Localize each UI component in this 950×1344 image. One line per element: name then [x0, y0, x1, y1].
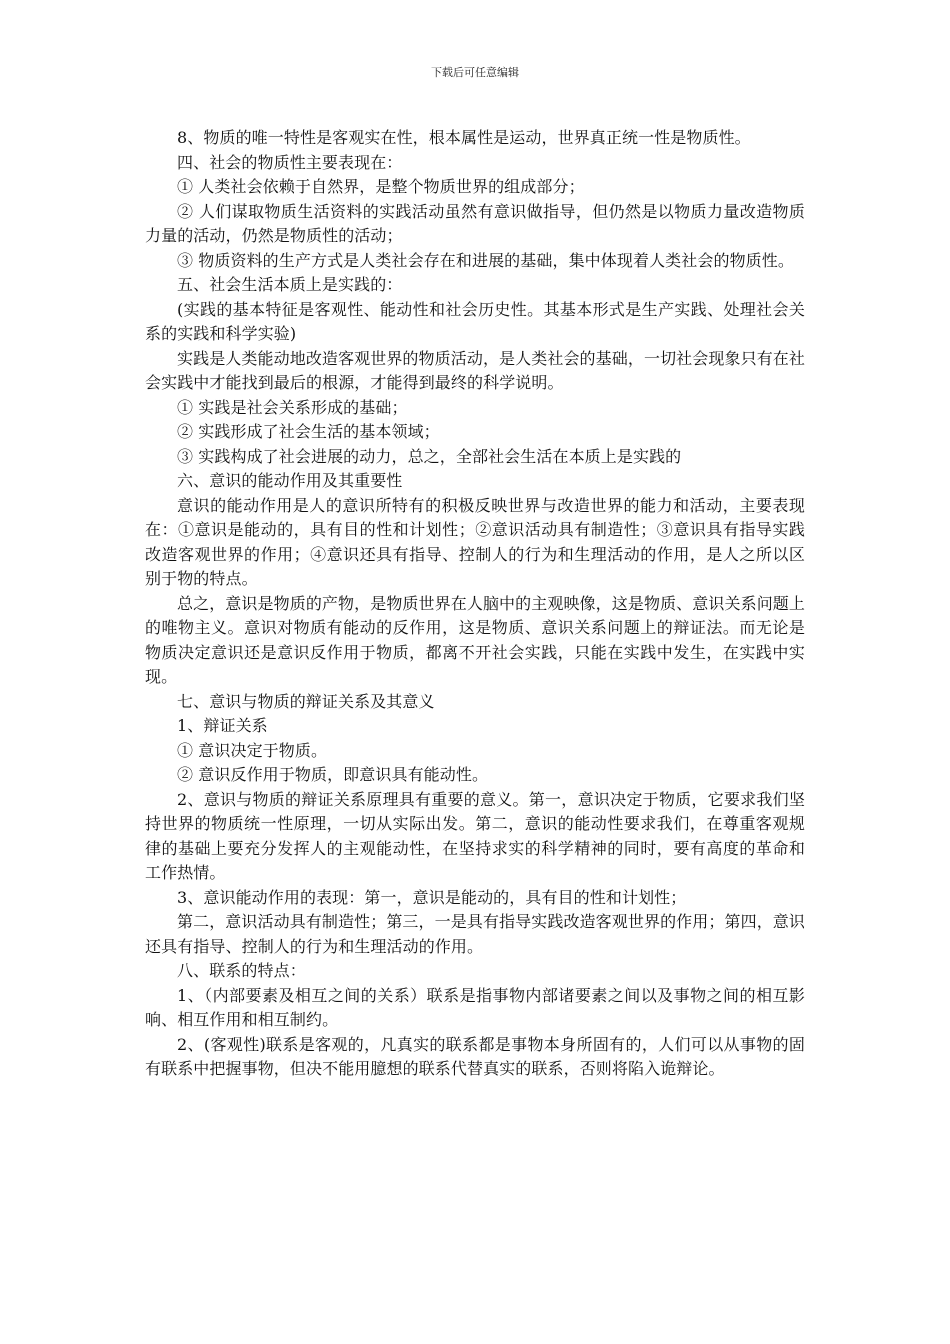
paragraph: 2、意识与物质的辩证关系原理具有重要的意义。第一，意识决定于物质，它要求我们坚持世界的物质统一性原理，一切从实际出发。第二，意识的能动性要求我们，在尊重客观规律的基础上要充分发挥人的主观能动性，在坚持求实的科学精神的同时，要有高度的革命和工作热情。	[145, 789, 805, 882]
paragraph: 六、意识的能动作用及其重要性	[177, 471, 403, 490]
paragraph: 8、物质的唯一特性是客观实在性，根本属性是运动，世界真正统一性是物质性。	[177, 128, 751, 147]
paragraph: 1、（内部要素及相互之间的关系）联系是指事物内部诸要素之间以及事物之间的相互影响、相互作用和相互制约。	[145, 985, 805, 1029]
paragraph: 第二，意识活动具有制造性；第三，一是具有指导实践改造客观世界的作用；第四，意识还具有指导、控制人的行为和生理活动的作用。	[145, 912, 805, 956]
paragraph: ③ 物质资料的生产方式是人类社会存在和进展的基础，集中体现着人类社会的物质性。	[177, 250, 794, 270]
paragraph: ② 意识反作用于物质，即意识具有能动性。	[177, 765, 489, 784]
document-body	[145, 126, 805, 1082]
paragraph: 实践是人类能动地改造客观世界的物质活动，是人类社会的基础，一切社会现象只有在社会实践中才能找到最后的根源，才能得到最终的科学说明。	[145, 348, 805, 392]
paragraph: ③ 实践构成了社会进展的动力，总之，全部社会生活在本质上是实践的	[177, 446, 682, 466]
paragraph: 总之，意识是物质的产物，是物质世界在人脑中的主观映像，这是物质、意识关系问题上的唯物主义。意识对物质有能动的反作用，这是物质、意识关系问题上的辩证法。而无论是物质决定意识还是意识反作用于物质，都离不开社会实践，只能在实践中发生，在实践中实现。	[145, 593, 805, 686]
paragraph: 七、意识与物质的辩证关系及其意义	[177, 691, 435, 711]
paragraph: 意识的能动作用是人的意识所特有的积极反映世界与改造世界的能力和活动，主要表现在：①意识是能动的，具有目的性和计划性；②意识活动具有制造性；③意识具有指导实践改造客观世界的作用；④意识还具有指导、控制人的行为和生理活动的作用，是人之所以区别于物的特点。	[145, 495, 805, 588]
page-header: 下载后可任意编辑	[431, 66, 519, 79]
paragraph: ① 实践是社会关系形成的基础；	[177, 397, 408, 417]
paragraph: 1、辩证关系	[177, 716, 268, 735]
paragraph: 八、联系的特点：	[177, 961, 306, 980]
paragraph: 五、社会生活本质上是实践的：	[177, 275, 403, 294]
paragraph: 四、社会的物质性主要表现在：	[177, 152, 403, 172]
paragraph: ① 人类社会依赖于自然界，是整个物质世界的组成部分；	[177, 177, 585, 196]
paragraph: 3、意识能动作用的表现：第一，意识是能动的，具有目的性和计划性；	[177, 887, 687, 907]
paragraph: ② 实践形成了社会生活的基本领域；	[177, 422, 440, 441]
paragraph: ② 人们谋取物质生活资料的实践活动虽然有意识做指导，但仍然是以物质力量改造物质力量的活动，仍然是物质性的活动；	[145, 201, 805, 245]
paragraph: 2、(客观性)联系是客观的，凡真实的联系都是事物本身所固有的，人们可以从事物的固有联系中把握事物，但决不能用臆想的联系代替真实的联系，否则将陷入诡辩论。	[145, 1034, 805, 1078]
paragraph: ① 意识决定于物质。	[177, 740, 328, 760]
paragraph: (实践的基本特征是客观性、能动性和社会历史性。其基本形式是生产实践、处理社会关系的实践和科学实验)	[145, 299, 805, 343]
